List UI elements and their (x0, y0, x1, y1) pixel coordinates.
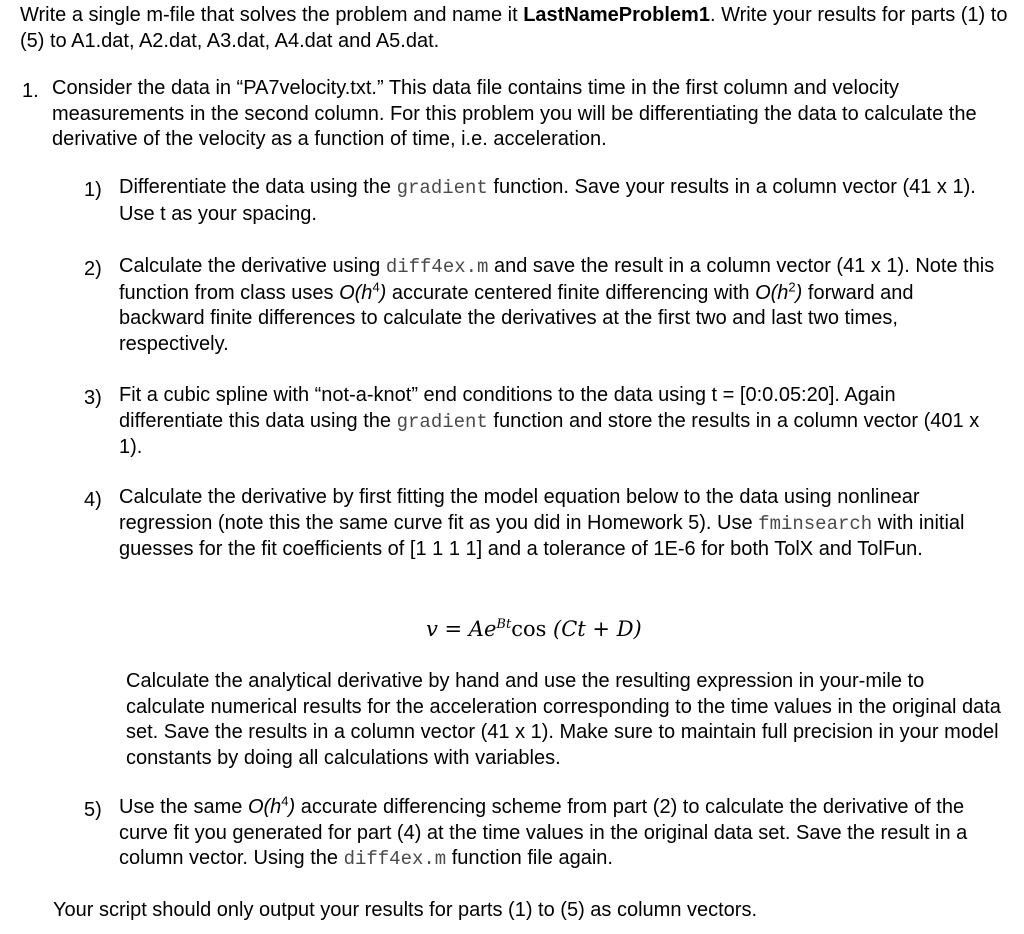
part-3-number: 3) (84, 387, 102, 409)
part-5-number: 5) (84, 799, 102, 821)
part-5-text: Use the same $O(h^4)$ accurate differencing scheme from part (2) to calculate the derivative of the curve fit you generated for part (4) at the time values in the original data set. Save the result in a column vector. Using the diff4ex.m function file again. (119, 793, 968, 870)
part-4-derivative-text: Calculate the analytical derivative by hand and use the resulting expression in your-mile to calculate numerical results for the acceleration corresponding to the time values in the original data set. Save the results in a column vector (41 x 1). Make sure to maintain full precision in your model constants by doing all calculations with variables. (126, 670, 1001, 769)
intro-paragraph: Write a single m-file that solves the problem and name it LastNameProblem1. Write your results for parts (1) to (5) to A1.dat, A2.dat, A3.dat, A4.dat and A5.dat. (20, 4, 1008, 52)
part-2-number: 2) (84, 258, 102, 280)
part-3-text: Fit a cubic spline with “not-a-knot” end conditions to the data using t = [0:0.05:20]. Again differentiate this data using the gradient function and store the results in a column vector (401 x 1). (119, 384, 980, 458)
problem-number: 1. (22, 80, 39, 102)
part-2-text: Calculate the derivative using diff4ex.m and save the result in a column vector (41 x 1). Note this function from class uses $O(h^4)$ accurate centered finite differencing with $O(h^2)$ forward and backward finite differences to calculate the derivatives at the first two and last two times, respectively. (119, 255, 995, 355)
diff4ex-code: diff4ex.m (343, 848, 447, 870)
gradient-code: gradient (396, 410, 488, 433)
part-1-number: 1) (84, 179, 102, 201)
fminsearch-code: fminsearch (758, 512, 873, 535)
gradient-code: gradient (396, 177, 488, 199)
diff4ex-code: diff4ex.m (385, 256, 489, 278)
part-1-text: Differentiate the data using the gradient function. Save your results in a column vector (41 x 1). Use t as your spacing. (119, 176, 976, 225)
part-4-number: 4) (84, 489, 102, 511)
footer-note: Your script should only output your results for parts (1) to (5) as column vectors. (53, 899, 758, 921)
model-equation: $v = Ae^{Bt}\cos$ (Ct + D) (426, 617, 642, 641)
problem-statement: Consider the data in “PA7velocity.txt.” This data file contains time in the first column and velocity measurements in the second column. For this problem you will be differentiating the data to calculate the derivative of the velocity as a function of time, i.e. acceleration. (52, 77, 977, 150)
part-4-text: Calculate the derivative by first fitting the model equation below to the data using nonlinear regression (note this the same curve fit as you did in Homework 5). Use fminsearch with initial guesses for the fit coefficients of [1 1 1 1] and a tolerance of 1E-6 for both TolX and TolFun. (119, 486, 965, 560)
file-name: LastNameProblem1 (523, 4, 710, 26)
